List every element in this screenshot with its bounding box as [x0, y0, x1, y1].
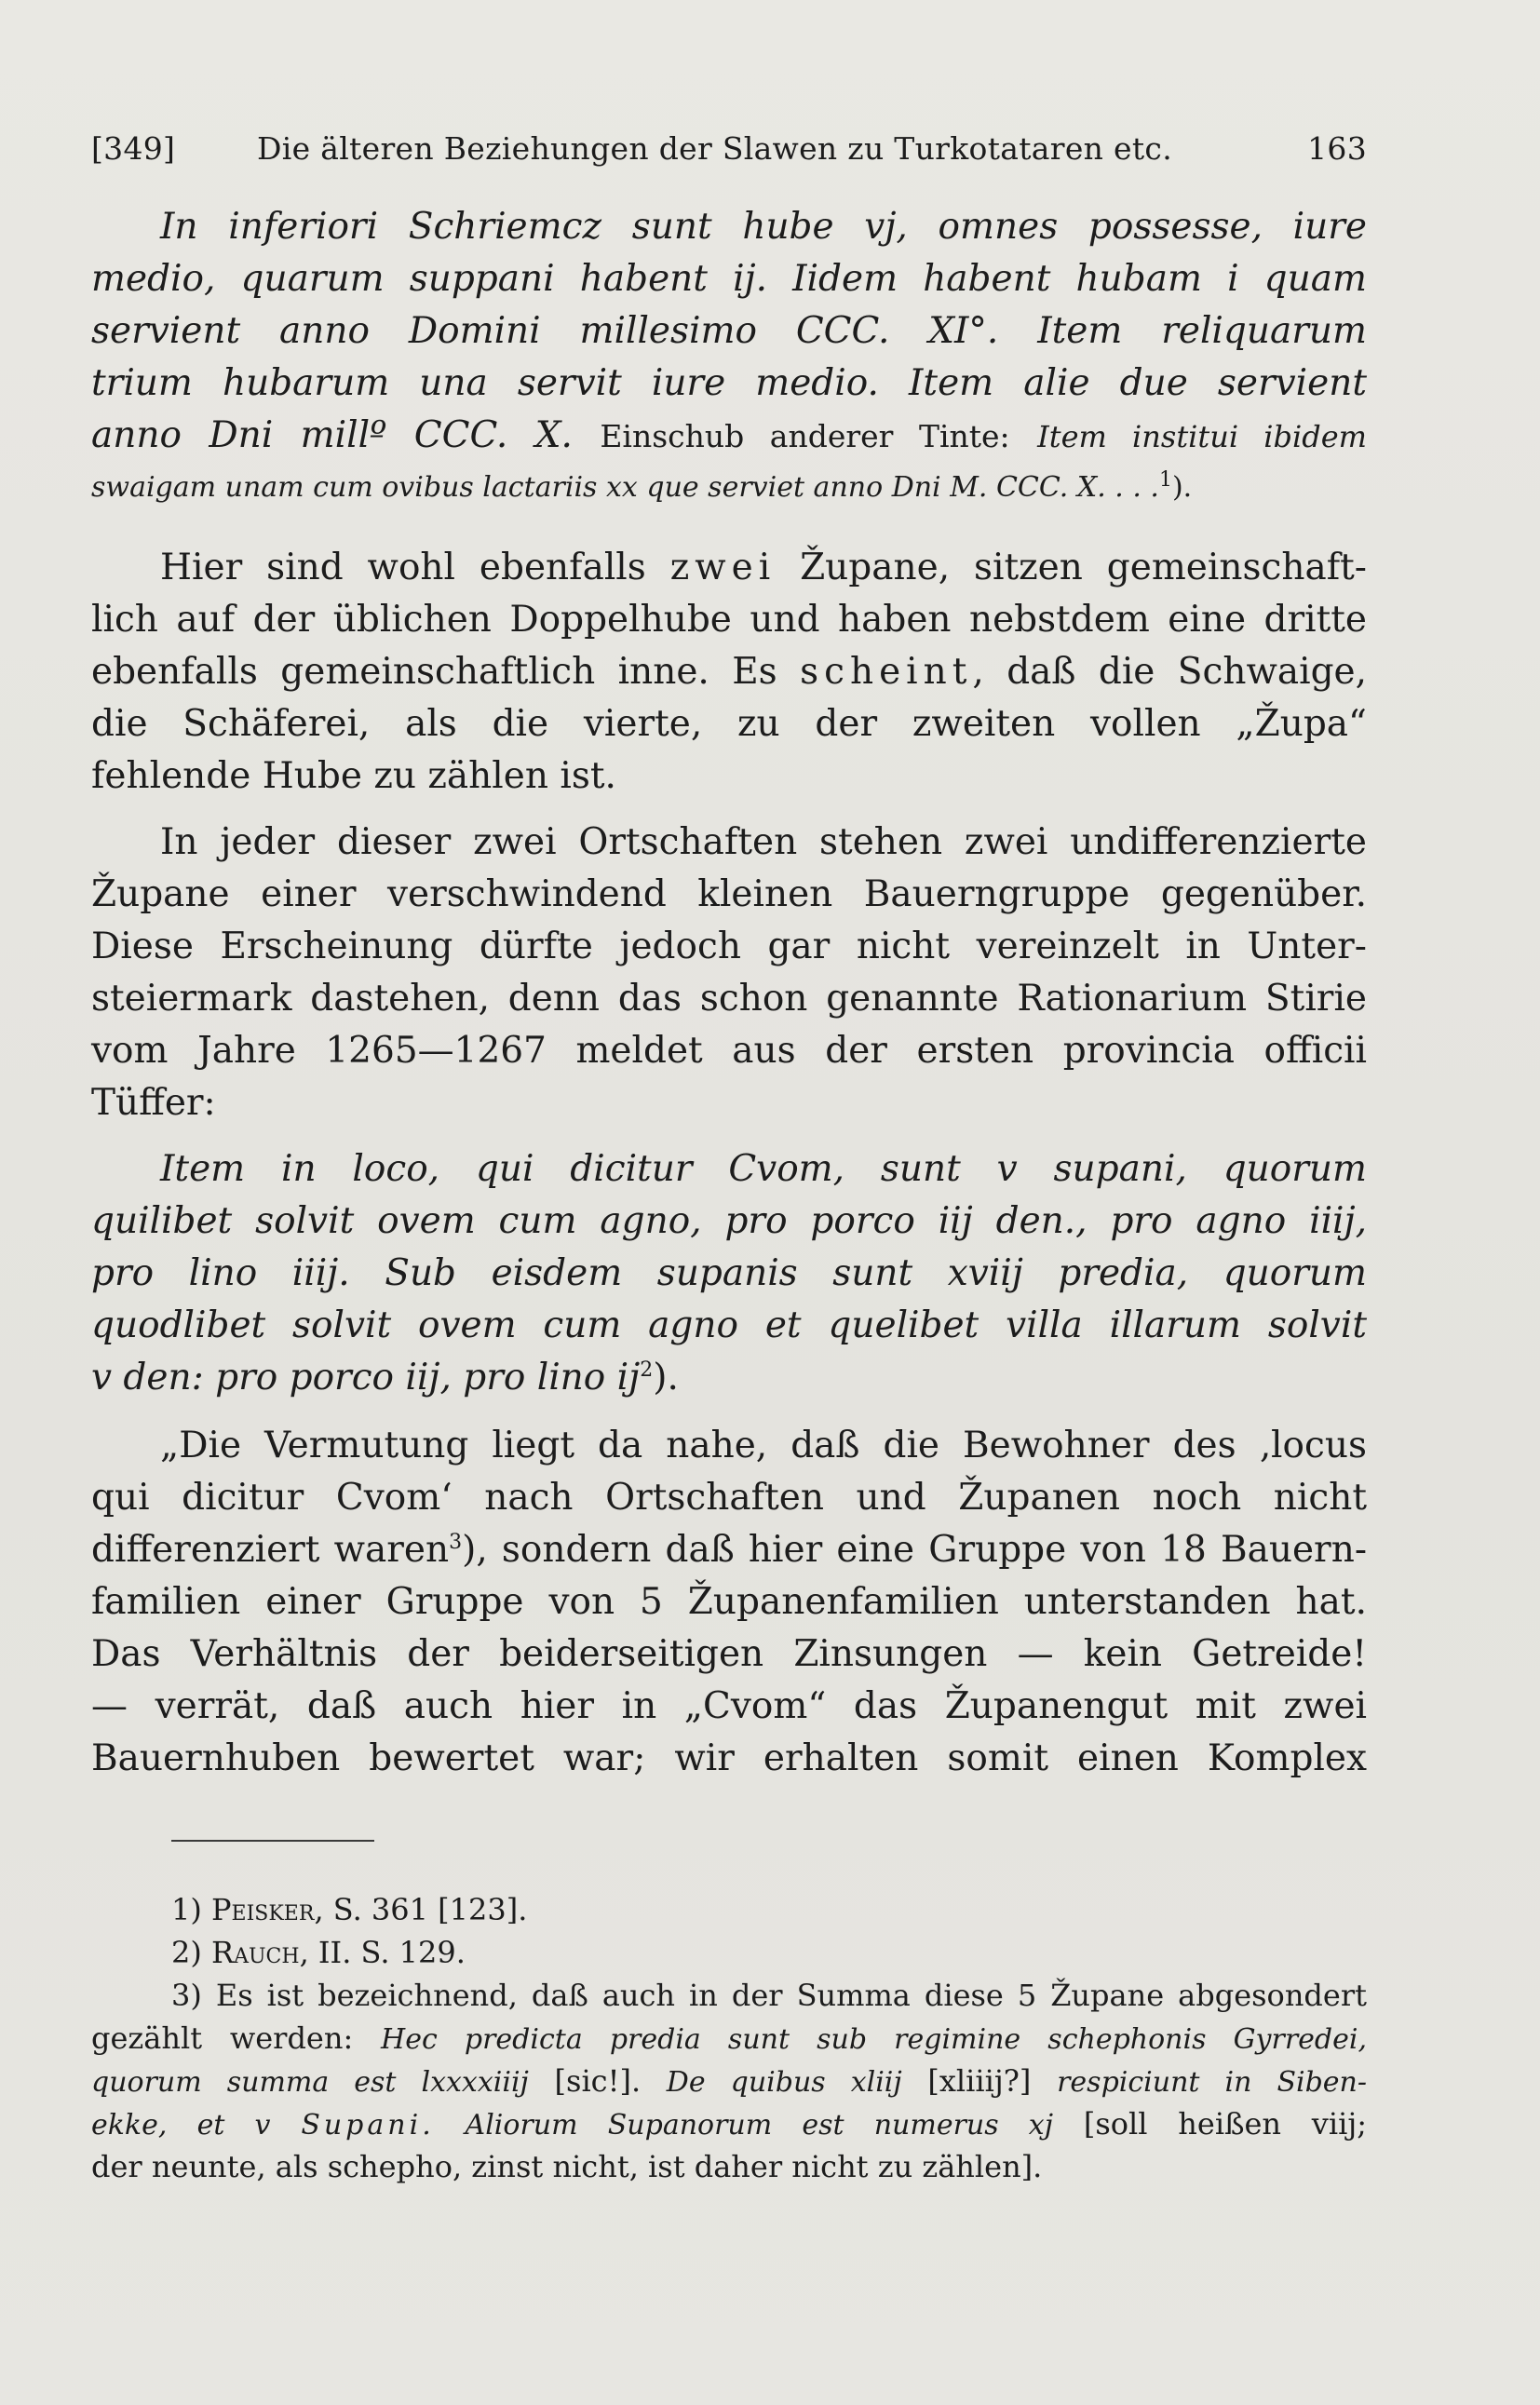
bracket-page-number: [349]	[91, 130, 176, 167]
footnote-line: der neunte, als schepho, zinst nicht, ist daher nicht zu zählen].	[91, 2149, 1043, 2184]
quote-line	[91, 410, 1367, 462]
text: Hier sind wohl ebenfalls	[160, 547, 646, 588]
quote-fragment: anno Dni millº CCC. X.	[91, 414, 573, 456]
quote-line: trium hubarum una servit iure medio. Item alie due servient	[91, 362, 1367, 404]
quote-line: Item in loco, qui dicitur Cvom, sunt v supani, quorum	[160, 1148, 1367, 1190]
running-title: Die älteren Beziehungen der Slawen zu Turkotataren etc.	[257, 130, 1172, 167]
body-line: fehlende Hube zu zählen ist.	[91, 755, 616, 797]
text: Župane, sitzen gemeinschaft-	[800, 547, 1367, 588]
page-number: 163	[1307, 130, 1367, 167]
body-line: Župane einer verschwindend kleinen Bauerngruppe gegenüber.	[91, 873, 1367, 915]
body-line: „Die Vermutung liegt da nahe, daß die Bewohner des ‚locus	[160, 1425, 1367, 1466]
footnote	[171, 1931, 1367, 1974]
quote-line: servient anno Domini millesimo CCC. XI°. Item reliquarum	[91, 310, 1367, 352]
footnote-text: [xliiij?]	[927, 2063, 1032, 2099]
body-line: Bauernhuben bewertet war; wir erhalten somit einen Komplex	[91, 1737, 1367, 1779]
body-line: Das Verhältnis der beiderseitigen Zinsungen — kein Getreide!	[91, 1633, 1367, 1675]
footnote-text: [soll heißen viij;	[1083, 2106, 1368, 2142]
body-line: familien einer Gruppe von 5 Županenfamilien unterstanden hat.	[91, 1581, 1367, 1623]
footnote-text: , II. S. 129.	[299, 1935, 466, 1970]
quote-fragment: Item institui ibidem	[1037, 419, 1368, 454]
quote-line: medio, quarum suppani habent ij. Iidem habent hubam i quam	[91, 258, 1367, 300]
footnote-ref: 1	[1158, 468, 1172, 492]
body-line: — verrät, daß auch hier in „Cvom“ das Županengut mit zwei	[91, 1685, 1367, 1727]
footnote-text: , S. 361 [123].	[314, 1892, 528, 1927]
quote-line: pro lino iiij. Sub eisdem supanis sunt xviij predia, quorum	[91, 1252, 1367, 1294]
editor-note: Einschub anderer Tinte:	[600, 418, 1010, 454]
emphasis-text: scheint	[800, 651, 973, 693]
footnote-line	[91, 2017, 1367, 2060]
text: , daß die Schwaige,	[972, 651, 1368, 693]
footnote-ref: 2	[640, 1358, 654, 1382]
body-line: In jeder dieser zwei Ortschaften stehen zwei undifferenzierte	[160, 821, 1367, 863]
emphasis-text: zwei	[669, 547, 777, 588]
quote-line	[91, 462, 1367, 514]
footnote-number: 2)	[171, 1935, 202, 1970]
body-line: Tüffer:	[91, 1082, 216, 1124]
footnote-divider	[171, 1840, 374, 1842]
footnote-text: gezählt werden:	[91, 2020, 354, 2056]
footnote-number: 1)	[171, 1892, 202, 1927]
punct: ).	[653, 1357, 679, 1398]
footnote-author: Peisker	[211, 1892, 315, 1927]
footnote-latin: respiciunt in Siben-	[1057, 2066, 1368, 2099]
text: ), sondern daß hier eine Gruppe von 18 Bauern-	[462, 1529, 1367, 1571]
running-header	[91, 130, 1367, 177]
body-line	[91, 1524, 1367, 1576]
text: differenziert waren	[91, 1529, 450, 1571]
footnote: 3) Es ist bezeichnend, daß auch in der Summa diese 5 Župane abgesondert	[171, 1978, 1367, 2013]
body-line	[160, 542, 1367, 594]
quote-fragment: v den: pro porco iij, pro lino ij	[91, 1357, 641, 1398]
body-line: vom Jahre 1265—1267 meldet aus der ersten provincia officii	[91, 1030, 1367, 1072]
body-line: Diese Erscheinung dürfte jedoch gar nicht vereinzelt in Unter-	[91, 926, 1367, 967]
body-line: qui dicitur Cvom‘ nach Ortschaften und Županen noch nicht	[91, 1477, 1367, 1519]
footnote-latin: De quibus xliij	[666, 2066, 902, 2099]
body-line: steiermark dastehen, denn das schon genannte Rationarium Stirie	[91, 978, 1367, 1020]
footnote-line	[91, 2102, 1367, 2145]
quote-line: In inferiori Schriemcz sunt hube vj, omnes possesse, iure	[160, 206, 1367, 248]
footnote-latin: Hec predicta predia sunt sub regimine schephonis Gyrredei,	[381, 2023, 1368, 2056]
footnote-latin: ekke, et v	[91, 2109, 271, 2142]
body-line: lich auf der üblichen Doppelhube und haben nebstdem eine dritte	[91, 599, 1367, 641]
quote-fragment: swaigam unam cum ovibus lactariis xx que serviet anno Dni M. CCC. X. . . .	[91, 471, 1159, 504]
body-line	[91, 646, 1367, 698]
quote-line	[91, 1352, 1367, 1404]
footnote-latin-spaced: Supani.	[301, 2109, 435, 2142]
quote-line: quodlibet solvit ovem cum agno et quelibet villa illarum solvit	[91, 1304, 1367, 1346]
text: ebenfalls gemeinschaftlich inne. Es	[91, 651, 777, 693]
footnote-line	[91, 2060, 1367, 2102]
footnote-author: Rauch	[211, 1935, 300, 1970]
punct: ).	[1171, 471, 1193, 504]
footnote-ref: 3	[449, 1531, 463, 1554]
footnote-latin: quorum summa est lxxxxiiij	[91, 2066, 529, 2099]
footnote-latin: Aliorum Supanorum est numerus xj	[465, 2109, 1054, 2142]
footnote-text: [sic!].	[554, 2063, 642, 2099]
footnote	[171, 1888, 1367, 1931]
body-line: die Schäferei, als die vierte, zu der zweiten vollen „Župa“	[91, 703, 1367, 745]
quote-line: quilibet solvit ovem cum agno, pro porco iij den., pro agno iiij,	[91, 1200, 1367, 1242]
